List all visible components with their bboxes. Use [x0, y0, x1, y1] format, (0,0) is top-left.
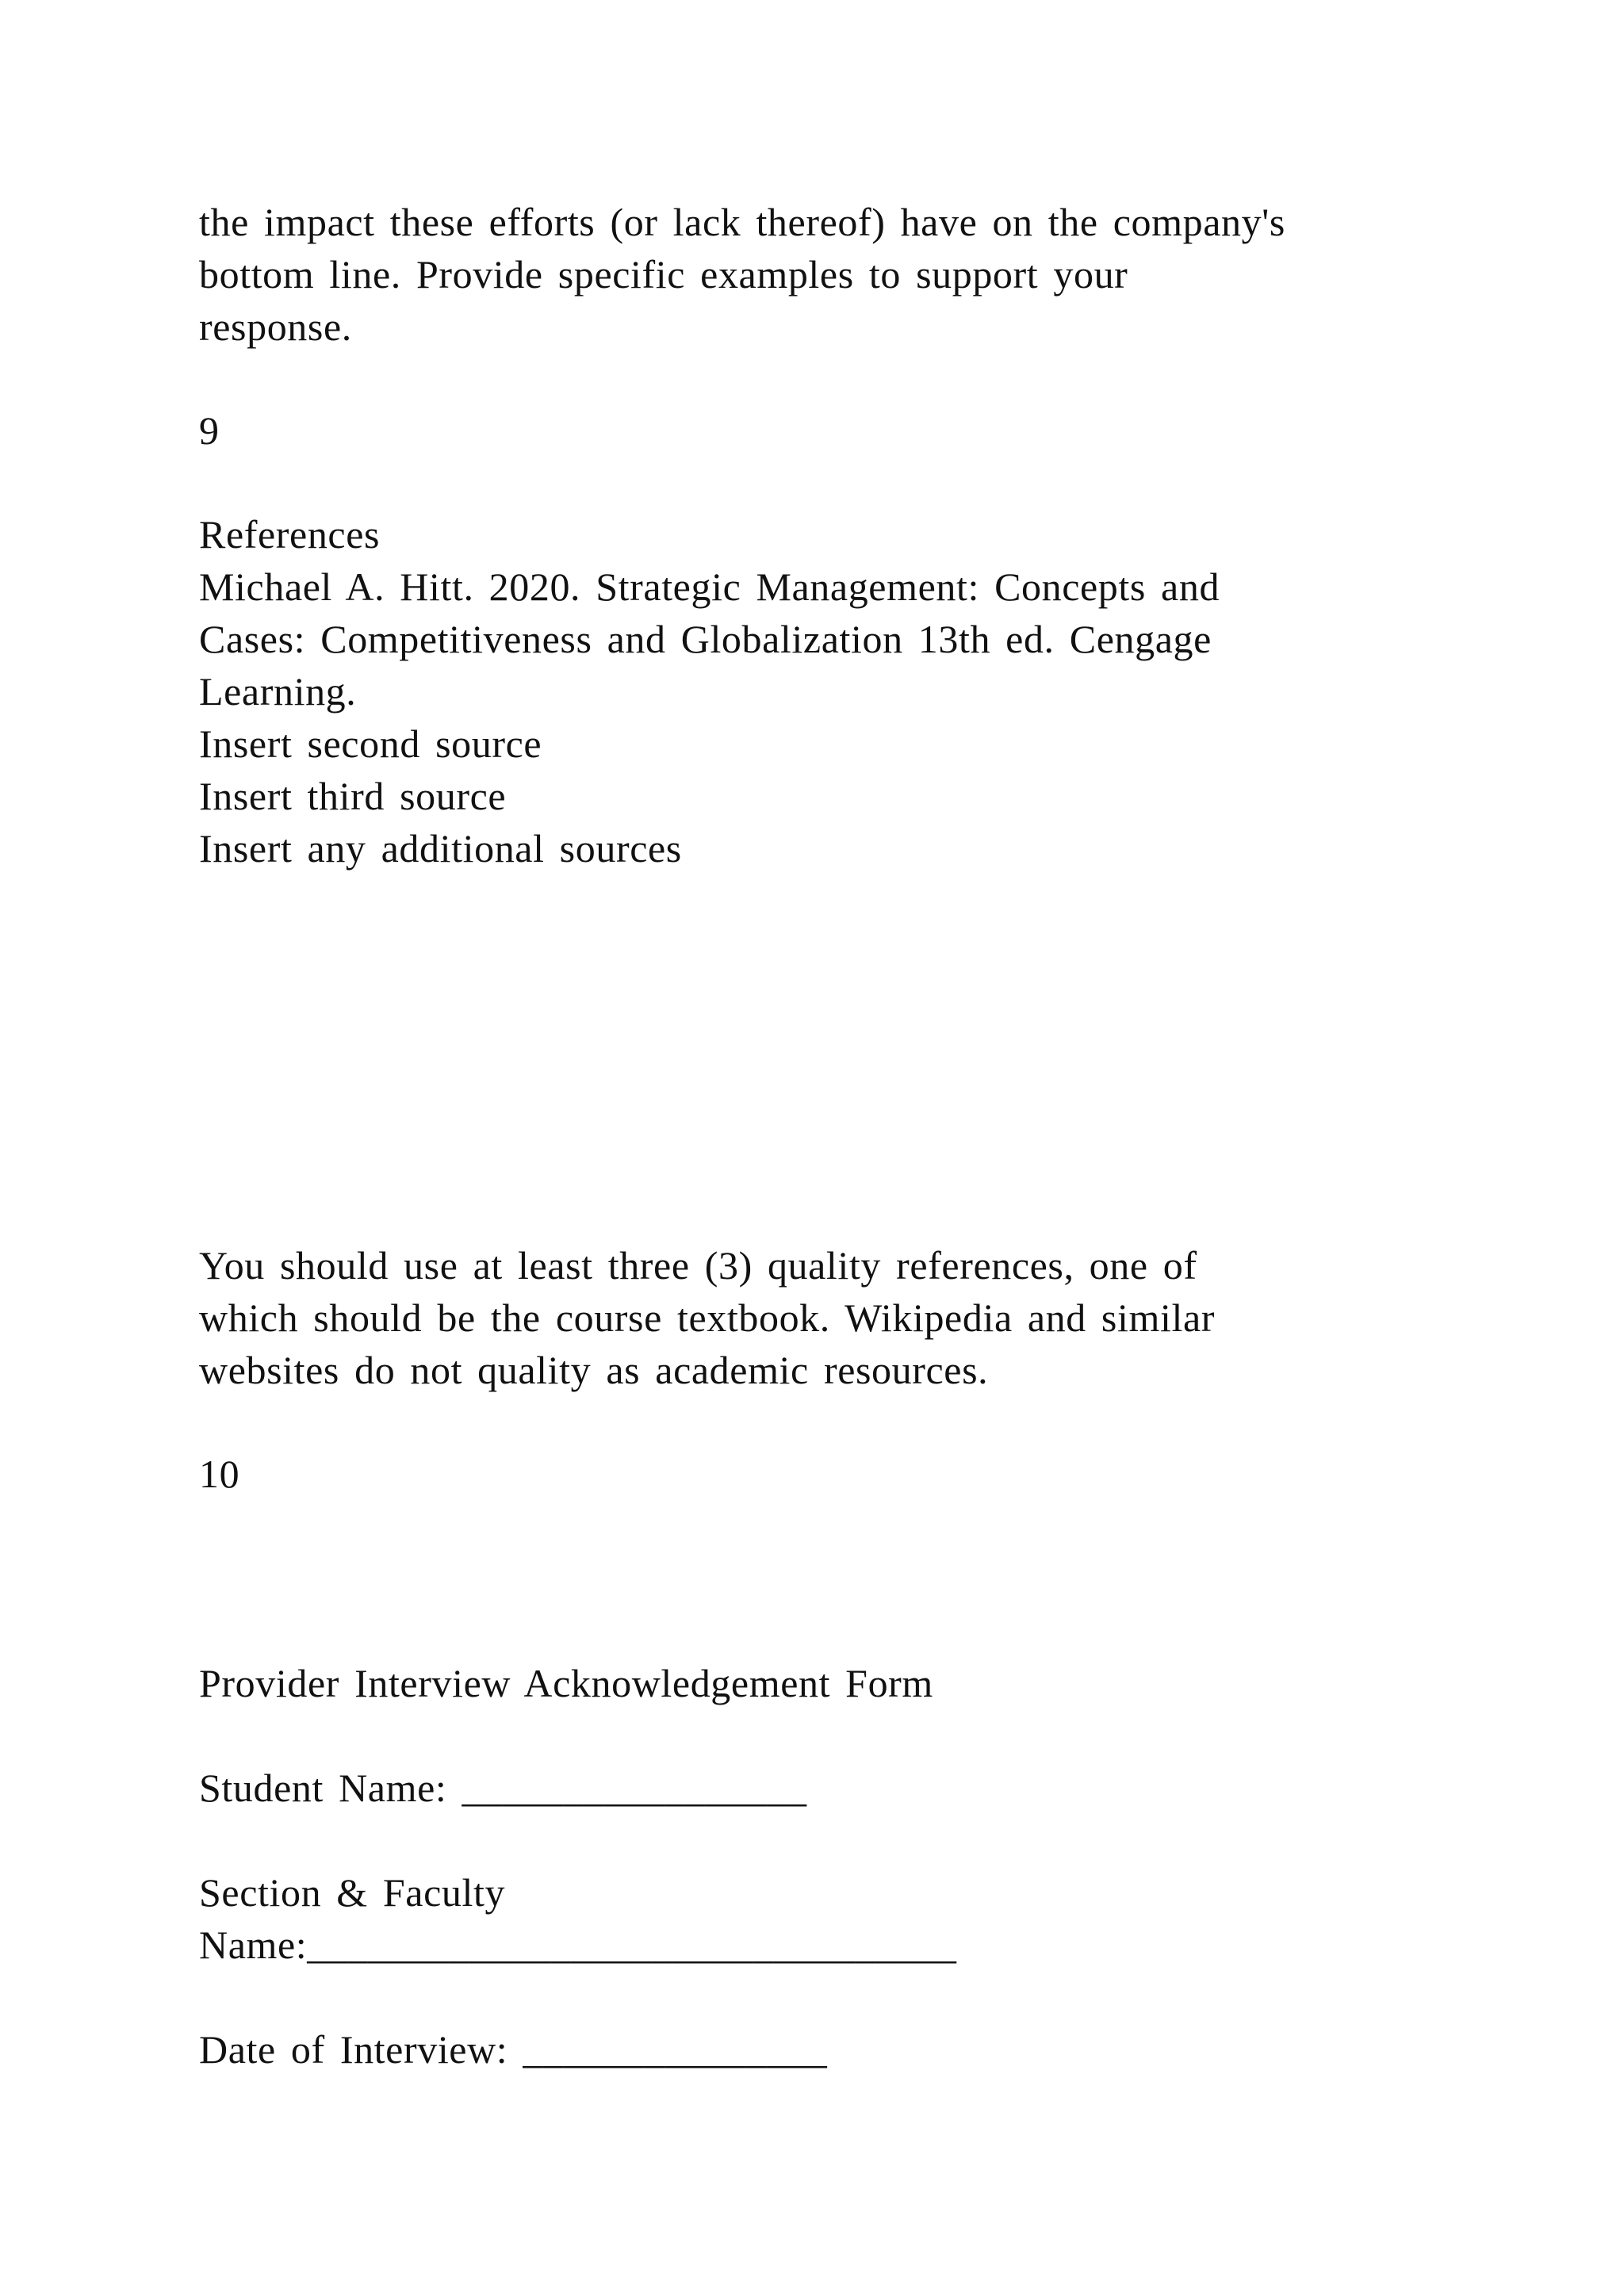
reference-line-5: Insert third source — [199, 774, 507, 818]
reference-line-1: Michael A. Hitt. 2020. Strategic Management: Concepts and — [199, 564, 1220, 609]
reference-line-4: Insert second source — [199, 721, 542, 766]
reference-line-2: Cases: Competitiveness and Globalization 13th ed. Cengage — [199, 617, 1212, 661]
section-faculty-label: Section & Faculty — [199, 1870, 506, 1915]
reference-line-6: Insert any additional sources — [199, 826, 682, 871]
intro-paragraph-line-3: response. — [199, 304, 352, 349]
interview-date-field: Date of Interview: _______________ — [199, 2027, 828, 2072]
page-number: 10 — [199, 1452, 240, 1496]
intro-paragraph-line-2: bottom line. Provide specific examples to support your — [199, 252, 1128, 297]
note-paragraph-line-1: You should use at least three (3) quality references, one of — [199, 1243, 1197, 1288]
note-paragraph-line-3: websites do not quality as academic resources. — [199, 1348, 989, 1392]
intro-paragraph-line-1: the impact these efforts (or lack thereof) have on the company's — [199, 200, 1285, 244]
reference-line-3: Learning. — [199, 669, 357, 714]
page-number: 9 — [199, 408, 220, 453]
references-heading: References — [199, 512, 381, 557]
faculty-name-field: Name:________________________________ — [199, 1923, 957, 1967]
note-paragraph-line-2: which should be the course textbook. Wikipedia and similar — [199, 1295, 1215, 1340]
student-name-field: Student Name: _________________ — [199, 1766, 807, 1810]
form-title: Provider Interview Acknowledgement Form — [199, 1661, 933, 1705]
